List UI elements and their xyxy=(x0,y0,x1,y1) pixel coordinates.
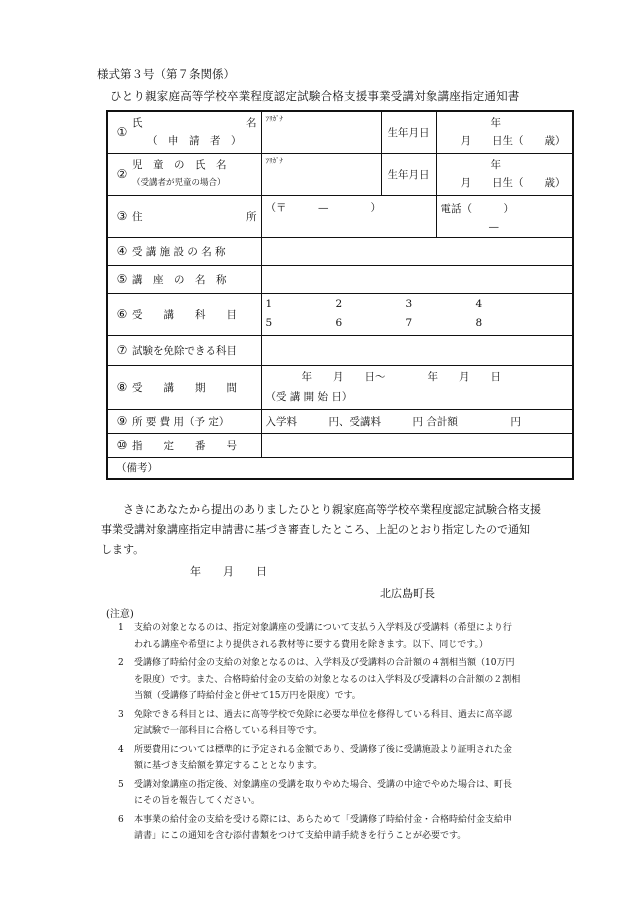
exempt-field[interactable] xyxy=(261,335,573,365)
row-number: ② xyxy=(116,167,128,181)
period-start-note: （受 講 開 始 日） xyxy=(265,391,353,403)
row-course-name xyxy=(107,265,573,293)
label-fees: 所 要 費 用（予 定） xyxy=(132,415,230,428)
subject-number: 8 xyxy=(475,317,483,329)
furigana-label: ﾌﾘｶﾞﾅ xyxy=(265,115,283,123)
row-number: ① xyxy=(116,125,128,140)
row-number: ⑧ xyxy=(116,379,128,394)
label-course: 講 座 の 名 称 xyxy=(132,273,227,286)
phone-dash: — xyxy=(488,220,499,233)
row-number: ⑦ xyxy=(116,342,128,357)
child-name-field[interactable] xyxy=(261,153,381,195)
subject-number: 1 xyxy=(265,298,273,310)
row-remarks xyxy=(107,457,573,479)
note-line: 受講修了時給付金の支給の対象となるのは、入学料及び受講料の合計額の４割相当額（10万円 xyxy=(134,658,515,668)
label-exempt: 試験を免除できる科目 xyxy=(132,344,237,357)
note-item xyxy=(118,777,578,810)
row-designation-number xyxy=(107,433,573,457)
row-facility-name xyxy=(107,237,573,265)
note-number: 6 xyxy=(118,814,124,825)
row-child-name xyxy=(107,153,573,195)
note-line: 定試験で一部科目に合格している科目等です。 xyxy=(134,726,323,736)
note-item xyxy=(118,655,578,705)
label-part: 所 xyxy=(246,210,257,223)
row-number: ⑩ xyxy=(116,437,128,452)
note-item xyxy=(118,742,578,775)
note-line: 所要費用については標準的に予定される金額であり、受講修了後に受講施設より証明された金 xyxy=(134,744,512,755)
body-line: します。 xyxy=(101,543,145,556)
label-applicant: （ 申 請 者 ） xyxy=(147,135,242,148)
subject-number: 7 xyxy=(405,317,413,329)
note-line: 請書」にこの通知を含む添付書類をつけて支給申請手続きを行うことが必要です。 xyxy=(134,831,467,841)
remarks-label: （備考） xyxy=(116,462,158,474)
period-label-cell xyxy=(107,365,261,409)
note-number: 3 xyxy=(118,709,124,720)
body-line: 事業受講対象講座指定申請書に基づき審査したところ、上記のとおり指定したので通知 xyxy=(101,523,530,536)
row-number: ④ xyxy=(116,243,128,258)
row-period xyxy=(107,365,573,409)
designation-field[interactable] xyxy=(261,433,573,457)
note-line: 額に基づき支給額を算定することとなります。 xyxy=(134,761,323,771)
note-number: 1 xyxy=(118,623,124,633)
subject-number: 6 xyxy=(335,317,343,329)
note-line: を限度）です。また、合格時給付金の支給の対象となるのは入学料及び受講料の合計額の２割相 xyxy=(134,674,521,685)
body-paragraph xyxy=(101,500,572,560)
month-day-label: 月 日生（ 歳） xyxy=(460,177,566,189)
label-child-name: 児 童 の 氏 名 xyxy=(132,159,227,171)
note-line: 受講対象講座の指定後、対象講座の受講を取りやめた場合、受講の中途でやめた場合は、町長 xyxy=(134,779,513,790)
row-number: ⑨ xyxy=(116,413,128,428)
row-subjects xyxy=(107,293,573,335)
form-number: 様式第３号（第７条関係） xyxy=(97,67,235,81)
note-line: 支給の対象となるのは、指定対象講座の受講について支払う入学料及び受講料（希望により行 xyxy=(134,623,512,633)
note-item xyxy=(118,620,578,653)
remarks-field[interactable] xyxy=(107,457,573,479)
row-number: ⑤ xyxy=(116,271,128,286)
issuer-mayor: 北広島町長 xyxy=(380,587,435,600)
note-number: 5 xyxy=(118,779,124,790)
row-number: ⑥ xyxy=(116,306,128,321)
dob-label: 生年月日 xyxy=(381,153,436,195)
notification-form-table xyxy=(106,110,574,480)
document-title: ひとり親家庭高等学校卒業程度認定試験合格支援事業受講対象講座指定通知書 xyxy=(110,89,520,103)
notes-heading: (注意) xyxy=(106,609,134,620)
row-fees xyxy=(107,409,573,433)
subject-number: 2 xyxy=(335,298,343,310)
fees-field[interactable] xyxy=(261,409,573,433)
facility-label-cell xyxy=(107,237,261,265)
subjects-label-cell xyxy=(107,293,261,335)
label-child-note: （受講者が児童の場合） xyxy=(132,178,226,188)
label-part: 住 xyxy=(132,210,143,223)
subject-number: 4 xyxy=(475,298,483,310)
period-field[interactable] xyxy=(261,365,573,409)
note-line: われる講座や希望により提供される教材等に要する費用を除きます。以下、同じです。） xyxy=(134,639,489,650)
label-period: 受 講 期 間 xyxy=(132,381,237,394)
child-name-label-cell xyxy=(107,153,261,195)
label-facility: 受 講 施 設 の 名 称 xyxy=(132,245,226,258)
issue-date: 年 月 日 xyxy=(190,565,267,578)
fees-text: 入学料 円、受講料 円 合計額 円 xyxy=(265,415,521,428)
subject-number: 5 xyxy=(265,317,273,329)
dob-label: 生年月日 xyxy=(381,111,436,153)
applicant-dob-field[interactable] xyxy=(436,111,573,153)
subjects-field[interactable] xyxy=(261,293,573,335)
child-dob-field[interactable] xyxy=(436,153,573,195)
label-designation: 指 定 番 号 xyxy=(132,439,237,452)
course-field[interactable] xyxy=(261,265,573,293)
row-applicant-name xyxy=(107,111,573,153)
month-day-label: 月 日生（ 歳） xyxy=(460,135,566,148)
note-number: 2 xyxy=(118,658,124,668)
note-line: 免除できる科目とは、過去に高等学校で免除に必要な単位を修得している科目、過去に高卒認 xyxy=(134,709,513,720)
designation-label-cell xyxy=(107,433,261,457)
note-line: にその旨を報告してください。 xyxy=(134,796,261,806)
phone-field[interactable] xyxy=(436,195,573,237)
year-label: 年 xyxy=(490,117,501,130)
facility-field[interactable] xyxy=(261,237,573,265)
label-subjects: 受 講 科 目 xyxy=(132,308,237,321)
exempt-label-cell xyxy=(107,335,261,365)
note-number: 4 xyxy=(118,744,124,755)
label-part: 氏 xyxy=(132,117,143,130)
applicant-name-field[interactable] xyxy=(261,111,381,153)
applicant-name-label-cell xyxy=(107,111,261,153)
phone-label: 電話（ ） xyxy=(440,202,514,215)
course-label-cell xyxy=(107,265,261,293)
address-field[interactable] xyxy=(261,195,436,237)
note-line: 本事業の給付金の支給を受ける際には、あらためて「受講修了時給付金・合格時給付金支給申 xyxy=(134,814,513,825)
year-label: 年 xyxy=(490,159,501,171)
body-line: さきにあなたから提出のありましたひとり親家庭高等学校卒業程度認定試験合格支援 xyxy=(123,503,541,516)
note-line: 当額（受講修了時給付金と併せて15万円を限度）です。 xyxy=(134,691,361,701)
subject-number: 3 xyxy=(405,298,413,310)
address-label-cell xyxy=(107,195,261,237)
row-address xyxy=(107,195,573,237)
period-dates: 年 月 日～ 年 月 日 xyxy=(301,371,501,383)
notes-list xyxy=(118,620,578,847)
postal-code: （〒 — ） xyxy=(265,201,381,214)
fees-label-cell xyxy=(107,409,261,433)
note-item xyxy=(118,707,578,740)
label-part: 名 xyxy=(246,117,257,130)
furigana-label: ﾌﾘｶﾞﾅ xyxy=(265,156,283,165)
row-exempt-subjects xyxy=(107,335,573,365)
note-item xyxy=(118,812,578,845)
row-number: ③ xyxy=(116,209,128,223)
